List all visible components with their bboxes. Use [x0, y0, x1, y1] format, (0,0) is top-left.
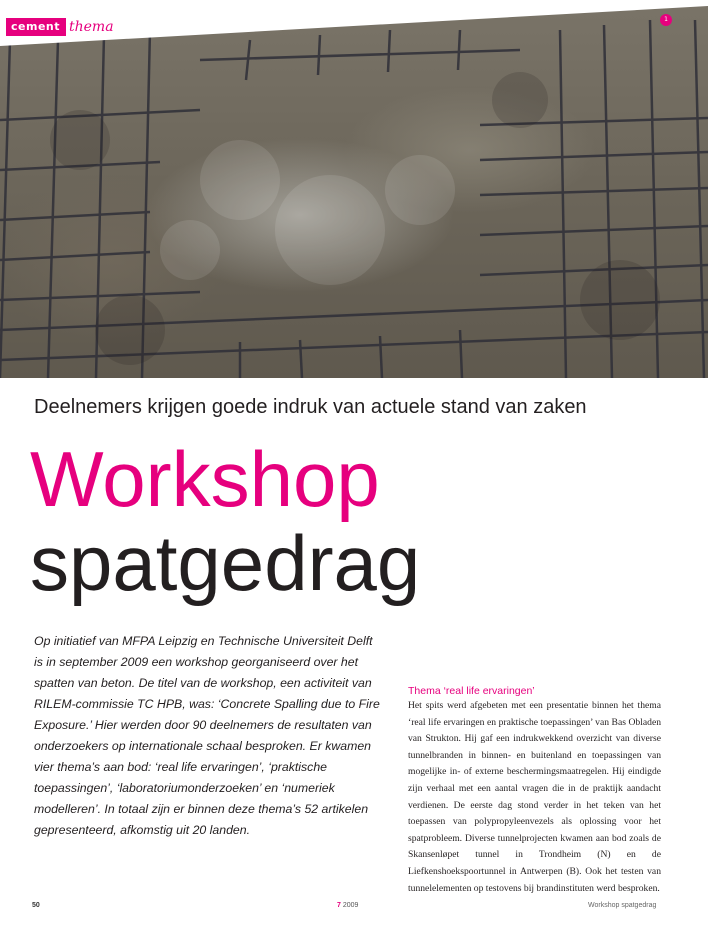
logo-text: cement: [6, 18, 66, 36]
running-title: Workshop spatgedrag: [588, 902, 657, 909]
article-title-line2: spatgedrag: [30, 519, 421, 607]
hero-photo: [0, 0, 708, 378]
magazine-logo: [6, 18, 114, 36]
article-subtitle: Deelnemers krijgen goede indruk van actuele stand van zaken: [34, 396, 587, 418]
page-number: 50: [32, 902, 40, 909]
section-label: thema: [69, 19, 114, 35]
section-heading: Thema ‘real life ervaringen’: [408, 685, 535, 697]
issue-year: 2009: [342, 902, 359, 909]
body-column: Het spits werd afgebeten met een presentatie binnen het thema ‘real life ervaringen en praktische toepassingen’ van Bas Obladen van Strukton. Hij gaf een indrukwekkend overzicht van diverse tunnelbranden in binnen- en buitenland en toepassingen van mogelijke in- of externe beschermingsmaatregelen. Hij eindigde zijn verhaal met een aantal vragen die in de praktijk aandacht verdienen. De eerste dag stond verder in het teken van het toepassen van polypropyleenvezels als oplossing voor het spatprobleem. Diverse tunnelprojecten kwamen aan bod zoals de Skansenløpet tunnel in Trondheim (N) en de Liefkenshoekspoortunnel in Antwerpen (B). Ook het testen van tunnelelementen op testovens bij brandinstituten werd besproken.: [408, 700, 661, 894]
issue-info: [337, 902, 358, 909]
article-intro: Op initiatief van MFPA Leipzig en Technische Universiteit Delft is in september 2009 een workshop georganiseerd over het spatten van beton. De titel van de workshop, een activiteit van RILEM-commissie TC HPB, was: ‘Concrete Spalling due to Fire Exposure.’ Hier werden door 90 deelnemers de resultaten van onderzoekers op internationale schaal besproken. Er kwamen vier thema’s aan bod: ‘real life ervaringen’, ‘praktische toepassingen’, ‘laboratoriumonderzoeken’ en ‘numeriek modelleren’. In totaal zijn er binnen deze thema’s 52 artikelen gepresenteerd, afkomstig uit 20 landen.: [34, 634, 380, 837]
issue-number: 7: [337, 902, 341, 909]
article-title-line1: Workshop: [30, 435, 380, 523]
page-marker-badge: 1: [660, 14, 672, 26]
